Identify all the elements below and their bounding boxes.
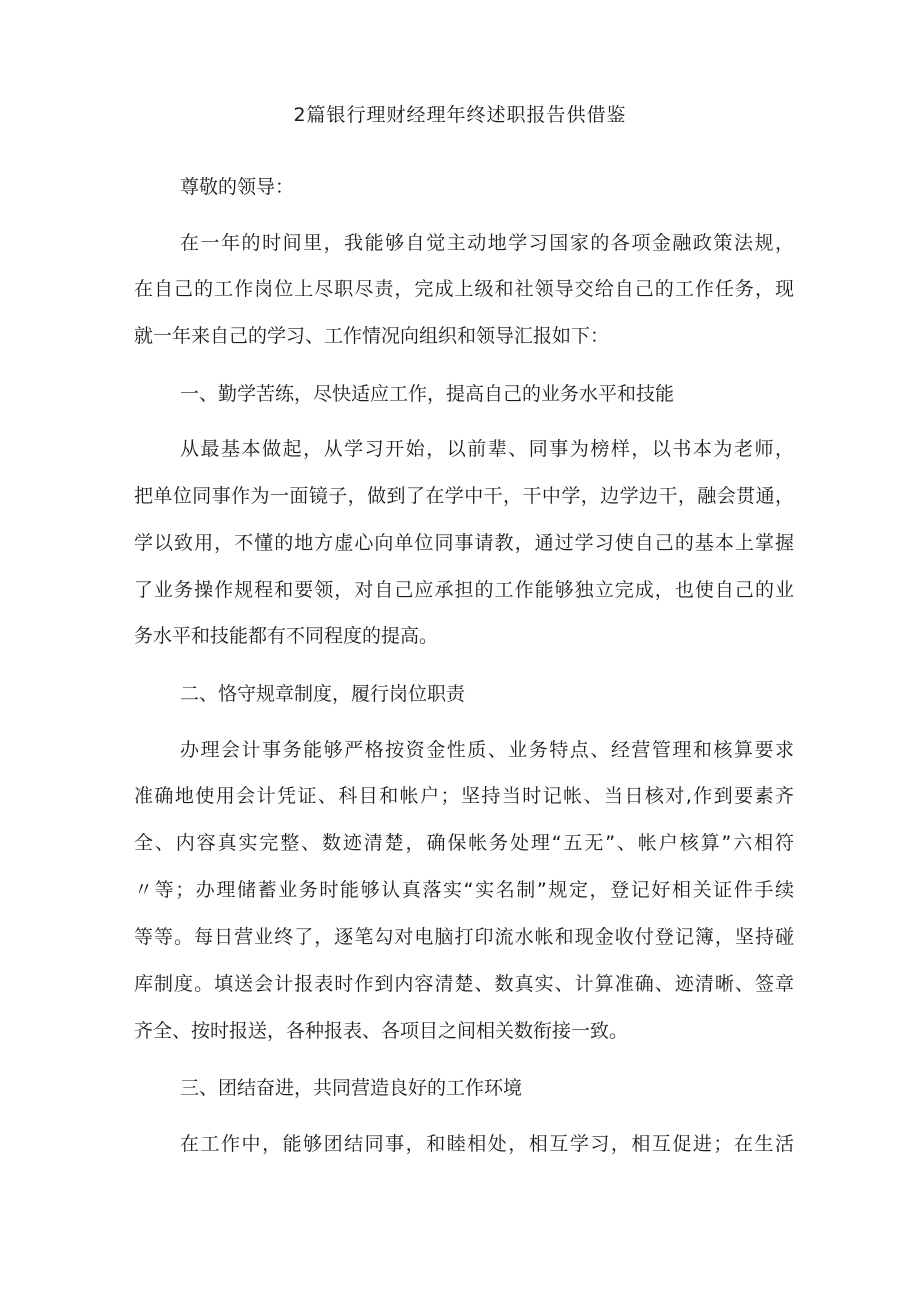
paragraph-line: 了业务操作规程和要领，对自己应承担的工作能够独立完成，也使自己的业 xyxy=(134,579,794,601)
salutation: 尊敬的领导： xyxy=(180,176,295,198)
paragraph-line: 库制度。填送会计报表时作到内容清楚、数真实、计算准确、迹清晰、签章 xyxy=(134,973,794,995)
paragraph-line: 学以致用，不懂的地方虚心向单位同事请教，通过学习使自己的基本上掌握 xyxy=(134,532,794,554)
section-heading: 二、恪守规章制度，履行岗位职责 xyxy=(180,683,466,705)
section-heading: 一、勤学苦练，尽快适应工作，提高自己的业务水平和技能 xyxy=(180,383,675,405)
paragraph-line: 就一年来自己的学习、工作情况向组织和领导汇报如下： xyxy=(134,325,610,347)
paragraph-line: 〃等；办理储蓄业务时能够认真落实“实名制”规定，登记好相关证件手续 xyxy=(134,879,794,901)
paragraph-line: 在一年的时间里，我能够自觉主动地学习国家的各项金融政策法规， xyxy=(180,232,794,254)
paragraph-line: 齐全、按时报送，各种报表、各项目之间相关数衔接一致。 xyxy=(134,1020,629,1042)
paragraph-line: 等等。每日营业终了，逐笔勾对电脑打印流水帐和现金收付登记簿，坚持碰 xyxy=(134,926,794,948)
paragraph-line: 全、内容真实完整、数迹清楚，确保帐务处理“五无”、帐户核算”六相符 xyxy=(134,832,794,854)
paragraph-line: 从最基本做起，从学习开始，以前辈、同事为榜样，以书本为老师， xyxy=(180,438,794,460)
paragraph-line: 在自己的工作岗位上尽职尽责，完成上级和社领导交给自己的工作任务，现 xyxy=(134,278,794,300)
paragraph-line: 把单位同事作为一面镜子，做到了在学中干，干中学，边学边干，融会贯通， xyxy=(134,485,794,507)
document-title: 2篇银行理财经理年终述职报告供借鉴 xyxy=(293,104,627,126)
paragraph-line: 办理会计事务能够严格按资金性质、业务特点、经营管理和核算要求 xyxy=(180,739,794,761)
paragraph-line: 准确地使用会计凭证、科目和帐户；坚持当时记帐、当日核对,作到要素齐 xyxy=(134,785,794,807)
section-heading: 三、团结奋进，共同营造良好的工作环境 xyxy=(180,1077,523,1099)
paragraph-line: 务水平和技能都有不同程度的提高。 xyxy=(134,625,439,647)
paragraph-line: 在工作中，能够团结同事，和睦相处，相互学习，相互促进；在生活 xyxy=(180,1133,794,1155)
